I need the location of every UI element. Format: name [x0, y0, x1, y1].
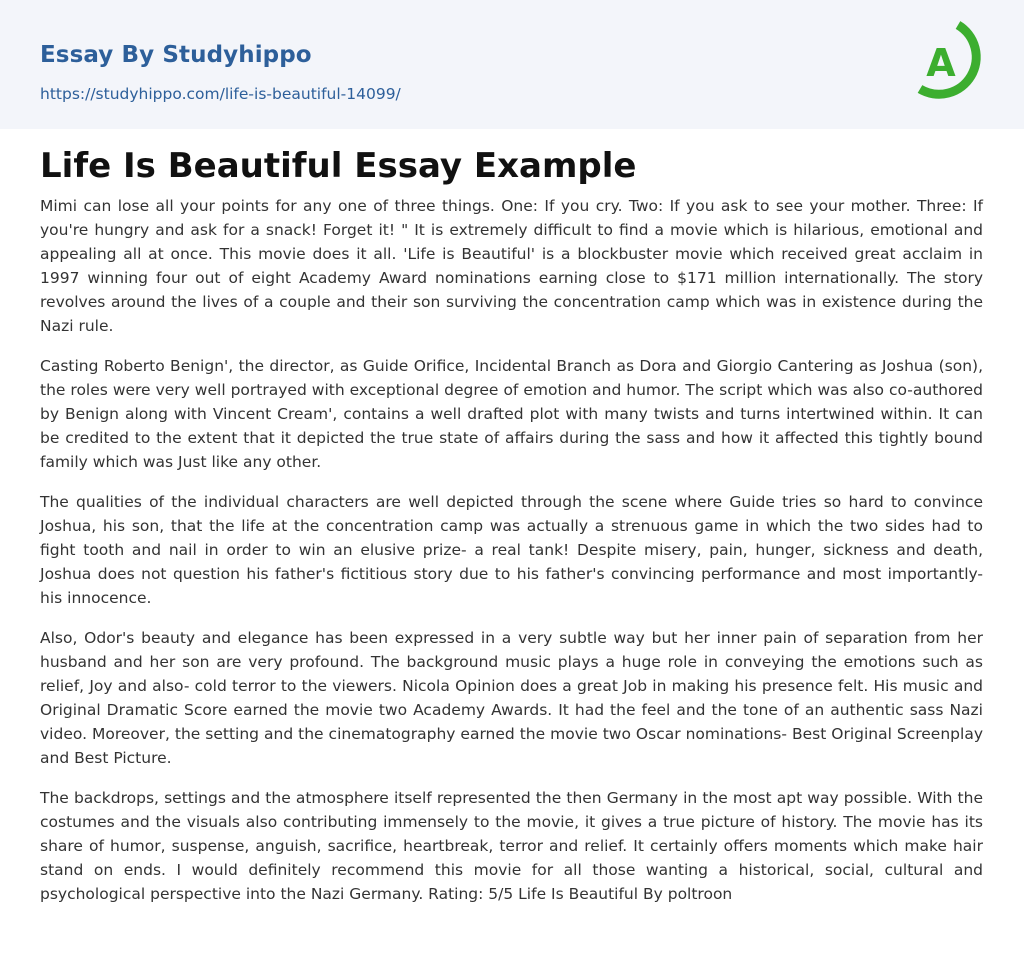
- essay-body: [40, 194, 983, 922]
- logo-letter: A: [926, 41, 956, 85]
- site-header: [0, 0, 1024, 129]
- essay-paragraph: Also, Odor's beauty and elegance has been expressed in a very subtle way but her inner pain of separation from her husband and her son are very profound. The background music plays a huge role in conveying the emotions such as relief, Joy and also- cold terror to the viewers. Nicola Opinion does a great Job in making his presence felt. His music and Original Dramatic Score earned the movie two Academy Awards. It had the feel and the tone of an authentic sass Nazi video. Moreover, the setting and the cinematography earned the movie two Oscar nominations- Best Original Screenplay and Best Picture.: [40, 629, 983, 767]
- essay-paragraph: Casting Roberto Benign', the director, as Guide Orifice, Incidental Branch as Dora and Giorgio Cantering as Joshua (son), the roles were very well portrayed with exceptional degree of emotion and humor. The script which was also co-authored by Benign along with Vincent Cream', contains a well drafted plot with many twists and turns intertwined within. It can be credited to the extent that it depicted the true state of affairs during the sass and how it affected this tightly bound family which was Just like any other.: [40, 357, 983, 471]
- site-brand: Essay By Studyhippo: [40, 42, 312, 68]
- page-title: Life Is Beautiful Essay Example: [40, 146, 637, 186]
- essay-paragraph: Mimi can lose all your points for any one of three things. One: If you cry. Two: If you ask to see your mother. Three: If you're hungry and ask for a snack! Forget it! " It is extremely difficult to find a movie which is hilarious, emotional and appealing all at once. This movie does it all. 'Life is Beautiful' is a blockbuster movie which received great acclaim in 1997 winning four out of eight Academy Award nominations earning close to $171 million internationally. The story revolves around the lives of a couple and their son surviving the concentration camp which was in existence during the Nazi rule.: [40, 197, 983, 335]
- source-url-link[interactable]: https://studyhippo.com/life-is-beautiful-14099/: [40, 85, 401, 103]
- studyhippo-logo-icon[interactable]: [910, 19, 986, 105]
- essay-paragraph: The backdrops, settings and the atmosphere itself represented the then Germany in the most apt way possible. With the costumes and the visuals also contributing immensely to the movie, it gives a true picture of history. The movie has its share of humor, suspense, anguish, sacrifice, heartbreak, terror and relief. It certainly offers moments which make hair stand on ends. I would definitely recommend this movie for all those wanting a historical, social, cultural and psychological perspective into the Nazi Germany. Rating: 5/5 Life Is Beautiful By poltroon: [40, 789, 983, 903]
- essay-paragraph: The qualities of the individual characters are well depicted through the scene where Guide tries so hard to convince Joshua, his son, that the life at the concentration camp was actually a strenuous game in which the two sides had to fight tooth and nail in order to win an elusive prize- a real tank! Despite misery, pain, hunger, sickness and death, Joshua does not question his father's fictitious story due to his father's convincing performance and most importantly- his innocence.: [40, 493, 983, 607]
